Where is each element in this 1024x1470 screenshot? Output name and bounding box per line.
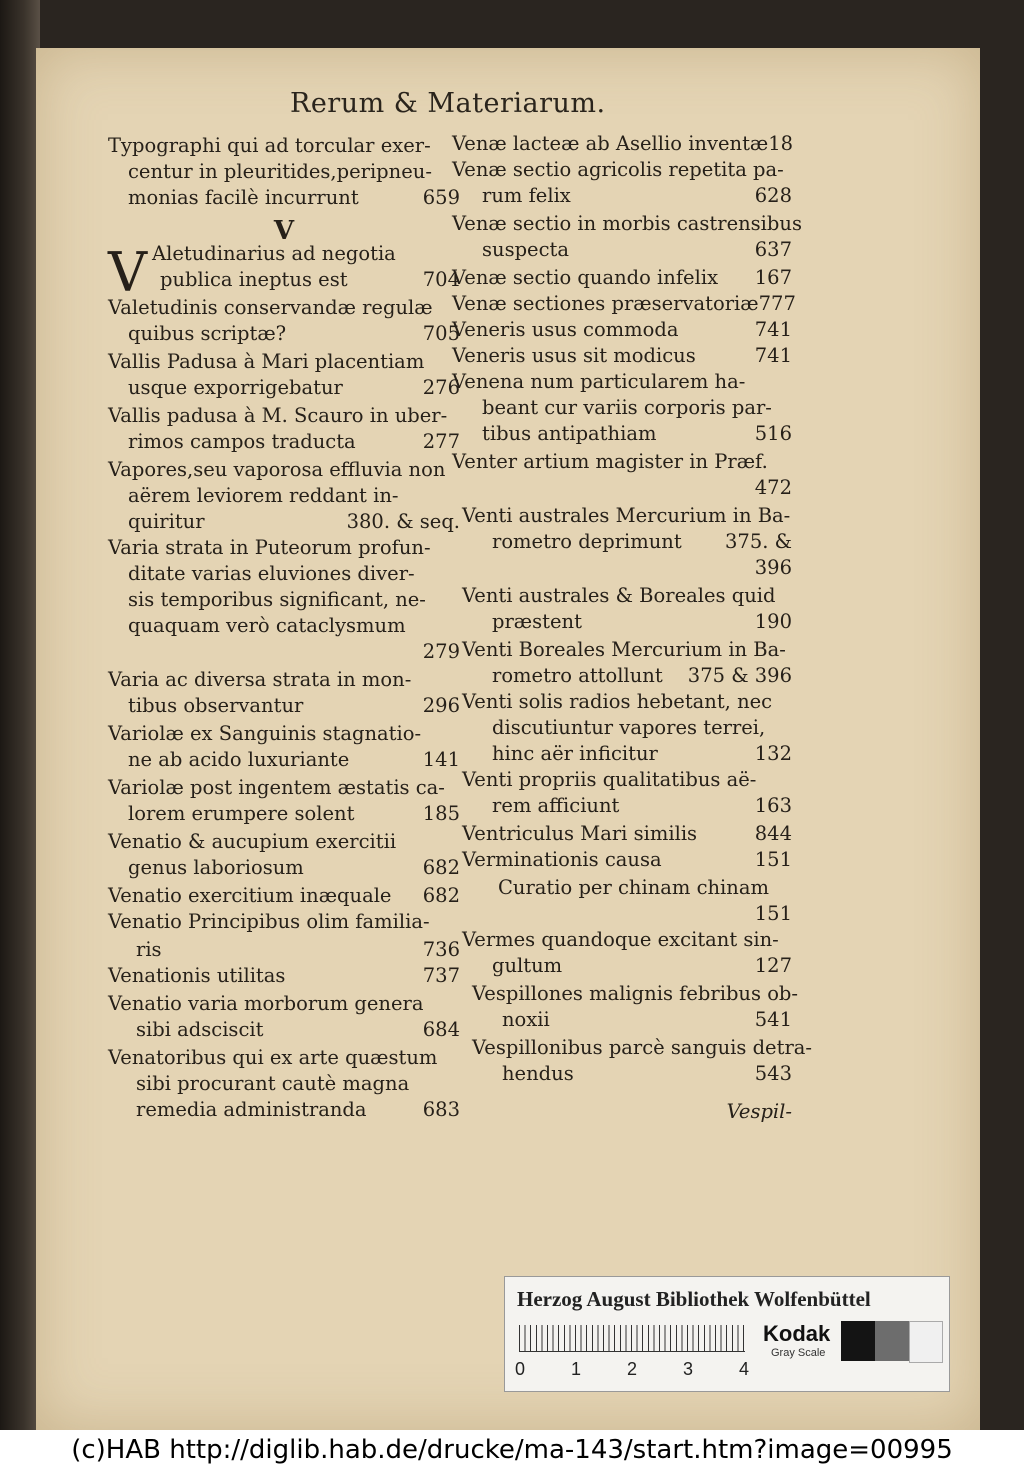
source-url-footer: (c)HAB http://diglib.hab.de/drucke/ma-143/start.htm?image=00995: [0, 1430, 1024, 1470]
index-entry-line: [452, 558, 792, 582]
index-entry-line: [108, 270, 460, 294]
entry-text: Venationis utilitas: [108, 964, 286, 987]
page-number: 375. &: [725, 530, 792, 553]
page-number: 141: [422, 748, 460, 771]
entry-text: hendus: [502, 1062, 574, 1085]
index-entry-line: [108, 432, 460, 456]
kodak-logo: Kodak: [763, 1321, 831, 1346]
entry-text: centur in pleuritides,peripneu-: [128, 160, 432, 183]
index-entry-line: [108, 486, 460, 510]
entry-text: Venatoribus qui ex arte quæstum: [108, 1046, 438, 1069]
index-entry-line: [452, 718, 792, 742]
entry-text: ditate varias eluviones diver-: [128, 562, 415, 585]
index-entry-line: [452, 424, 792, 448]
entry-text: Venti solis radios hebetant, nec: [462, 690, 773, 713]
index-entry-line: [108, 832, 460, 856]
page-number: 163: [754, 794, 792, 817]
index-entry-line: [108, 188, 460, 212]
ruler-number: 0: [515, 1359, 526, 1379]
entry-text: Vapores,seu vaporosa effluvia non: [108, 458, 446, 481]
entry-text: ne ab acido luxuriante: [128, 748, 350, 771]
entry-text: Venatio Principibus olim familia-: [108, 910, 430, 933]
page-number: 777: [758, 292, 796, 315]
index-entry-line: [108, 1100, 460, 1124]
index-entry-line: [452, 346, 792, 370]
library-color-card: [504, 1276, 950, 1392]
page-number: 151: [754, 848, 792, 871]
entry-text: tibus antipathiam: [482, 422, 657, 445]
page-number: 276: [422, 376, 460, 399]
index-entry-line: [452, 134, 792, 158]
index-entry-line: [452, 850, 792, 874]
gray-swatch-mid: [875, 1321, 909, 1361]
page-number: 18: [768, 132, 794, 155]
index-entry-line: [452, 930, 792, 954]
gray-scale-label: Gray Scale: [771, 1347, 826, 1359]
index-entry-line: [108, 136, 460, 160]
index-entry-line: [108, 724, 460, 748]
page-number: 380. & seq.: [346, 510, 460, 533]
page-number: 375 & 396: [687, 664, 792, 687]
index-entry-line: [108, 804, 460, 828]
index-entry-line: [452, 904, 792, 928]
entry-text: suspecta: [482, 238, 569, 261]
entry-text: lorem erumpere solent: [128, 802, 355, 825]
index-entry-line: [452, 1064, 792, 1088]
entry-text: Venæ sectio quando infelix: [452, 266, 719, 289]
index-entry-line: [108, 1048, 460, 1072]
entry-text: publica ineptus est: [160, 268, 348, 291]
index-entry-line: [108, 912, 460, 936]
index-entry-line: [452, 982, 799, 1008]
index-entry-line: [108, 940, 460, 964]
entry-text: Venti australes Mercurium in Ba-: [462, 504, 791, 527]
index-entry-line: [108, 564, 460, 588]
page-number: 741: [754, 318, 792, 341]
index-entry-line: [108, 1020, 460, 1044]
index-entry-line: [452, 612, 792, 636]
index-entry-line: [108, 750, 460, 774]
index-entry-line: [108, 616, 460, 640]
page-number: 741: [754, 344, 792, 367]
index-entry-line: [108, 778, 460, 802]
index-entry-line: [452, 160, 792, 184]
page-number: 185: [422, 802, 460, 825]
entry-text: Venti Boreales Mercurium in Ba-: [462, 638, 786, 661]
page-number: 659: [422, 186, 460, 209]
index-entry-line: [452, 586, 792, 610]
entry-text: Curatio per chinam chinam: [498, 876, 769, 899]
index-entry-line: [452, 478, 792, 502]
index-entry-line: [108, 352, 460, 376]
index-entry-line: [452, 1010, 792, 1034]
entry-text: Venatio varia morborum genera: [108, 992, 424, 1015]
index-entry-line: [452, 506, 792, 530]
measurement-ruler: [519, 1325, 745, 1352]
index-entry-line: [108, 642, 460, 666]
index-entry-line: [108, 696, 460, 720]
entry-text: gultum: [492, 954, 563, 977]
entry-text: noxii: [502, 1008, 550, 1031]
page-number: 277: [422, 430, 460, 453]
index-entry-line: [452, 640, 792, 664]
entry-text: monias facilè incurrunt: [128, 186, 359, 209]
gray-swatch-black: [841, 1321, 875, 1361]
entry-text: Venena num particularem ha-: [452, 370, 746, 393]
ruler-number: 3: [683, 1359, 694, 1379]
gray-swatch-white: [909, 1321, 943, 1363]
page-number: 472: [754, 476, 792, 499]
entry-text: Ventriculus Mari similis: [462, 822, 698, 845]
entry-text: Veneris usus commoda: [452, 318, 679, 341]
index-entry-line: [108, 162, 460, 186]
page-number: 683: [422, 1098, 460, 1121]
page-number: 296: [422, 694, 460, 717]
page-number: 628: [754, 184, 792, 207]
entry-text: aërem leviorem reddant in-: [128, 484, 399, 507]
index-entry-line: [452, 320, 792, 344]
entry-text: ris: [136, 938, 162, 961]
index-entry-line: [452, 532, 792, 556]
index-entry-line: [452, 452, 792, 476]
library-name: Herzog August Bibliothek Wolfenbüttel: [517, 1287, 871, 1311]
entry-text: rem afficiunt: [492, 794, 620, 817]
entry-text: sibi adsciscit: [136, 1018, 264, 1041]
index-entry-line: [108, 538, 460, 562]
entry-text: beant cur variis corporis par-: [482, 396, 772, 419]
index-entry-line: [108, 858, 460, 882]
ruler-number: 2: [627, 1359, 638, 1379]
index-entry-line: [108, 1074, 460, 1098]
page-number: 543: [754, 1062, 792, 1085]
index-entry-line: [108, 378, 460, 402]
index-entry-line: [108, 994, 460, 1018]
entry-text: quiritur: [128, 510, 205, 533]
entry-text: Venatio exercitium inæquale: [108, 884, 392, 907]
index-entry-line: [452, 956, 792, 980]
entry-text: Valetudinis conservandæ regulæ: [108, 296, 433, 319]
entry-text: Vermes quandoque excitant sin-: [462, 928, 779, 951]
page-number: 151: [754, 902, 792, 925]
entry-text: hinc aër inficitur: [492, 742, 658, 765]
page-number: 396: [754, 556, 792, 579]
page-number: 279: [422, 640, 460, 663]
entry-text: Venatio & aucupium exercitii: [108, 830, 397, 853]
index-entry-line: [108, 298, 460, 322]
entry-text: quaquam verò cataclysmum: [128, 614, 406, 637]
entry-text: quibus scriptæ?: [128, 322, 287, 345]
page-number: 190: [754, 610, 792, 633]
index-entry-line: [452, 212, 802, 238]
drop-cap: V: [108, 241, 147, 304]
page-number: 132: [754, 742, 792, 765]
index-entry-line: [452, 824, 792, 848]
index-entry-line: [108, 966, 460, 990]
index-entry-line: [452, 1036, 812, 1062]
index-entry-line: [452, 770, 792, 794]
page-number: 167: [754, 266, 792, 289]
index-entry-line: [108, 512, 460, 536]
entry-text: Aletudinarius ad negotia: [152, 242, 396, 265]
entry-text: Venti propriis qualitatibus aë-: [462, 768, 757, 791]
entry-text: remedia administranda: [136, 1098, 367, 1121]
index-entry-line: [452, 398, 792, 422]
entry-text: Venæ sectio agricolis repetita pa-: [452, 158, 784, 181]
entry-text: sis temporibus significant, ne-: [128, 588, 426, 611]
index-entry-line: [108, 406, 460, 430]
entry-text: rometro attollunt: [492, 664, 663, 687]
index-entry-line: [108, 590, 460, 614]
index-entry-line: [452, 292, 796, 318]
index-entry-line: [108, 324, 460, 348]
ruler-number: 1: [571, 1359, 582, 1379]
index-entry-line: [108, 670, 460, 694]
page-number: 684: [422, 1018, 460, 1041]
entry-text: Venter artium magister in Præf.: [452, 450, 768, 473]
entry-text: Vallis Padusa à Mari placentiam: [108, 350, 425, 373]
entry-text: Venæ lacteæ ab Asellio inventæ: [452, 132, 769, 155]
entry-text: usque exporrigebatur: [128, 376, 343, 399]
page-number: 682: [422, 884, 460, 907]
index-entry-line: [452, 692, 792, 716]
index-entry-line: [452, 186, 792, 210]
entry-text: rum felix: [482, 184, 571, 207]
page-number: 682: [422, 856, 460, 879]
entry-text: Varia strata in Puteorum profun-: [108, 536, 431, 559]
entry-text: Verminationis causa: [462, 848, 662, 871]
entry-text: discutiuntur vapores terrei,: [492, 716, 766, 739]
ruler-number: 4: [739, 1359, 750, 1379]
entry-text: Variolæ post ingentem æstatis ca-: [108, 776, 445, 799]
index-entry-line: [452, 268, 792, 292]
index-entry-line: [452, 744, 792, 768]
entry-text: Vallis padusa à M. Scauro in uber-: [108, 404, 448, 427]
entry-text: Vespillones malignis febribus ob-: [472, 982, 799, 1005]
page-number: 705: [422, 322, 460, 345]
index-entry-line: [452, 240, 792, 264]
page-number: 736: [422, 938, 460, 961]
running-head: Rerum & Materiarum.: [290, 88, 606, 119]
entry-text: Venæ sectiones præservatoriæ: [452, 292, 759, 315]
entry-text: Typographi qui ad torcular exer-: [108, 134, 431, 157]
entry-text: rometro deprimunt: [492, 530, 682, 553]
index-entry-line: [108, 460, 460, 484]
entry-text: Vespillonibus parcè sanguis detra-: [472, 1036, 812, 1059]
page-number: 637: [754, 238, 792, 261]
entry-text: Venæ sectio in morbis castrensibus: [452, 212, 802, 235]
index-entry-line: [452, 666, 792, 690]
entry-text: Veneris usus sit modicus: [452, 344, 696, 367]
scan-edge: [0, 0, 40, 1430]
page-number: 516: [754, 422, 792, 445]
entry-text: Venti australes & Boreales quid: [462, 584, 776, 607]
page-number: 127: [754, 954, 792, 977]
entry-text: rimos campos traducta: [128, 430, 356, 453]
index-entry-line: [108, 886, 460, 910]
page-number: 704: [422, 268, 460, 291]
entry-text: Variolæ ex Sanguinis stagnatio-: [108, 722, 422, 745]
index-entry-line: [452, 372, 792, 396]
catchword: Vespil-: [726, 1100, 792, 1123]
entry-text: sibi procurant cautè magna: [136, 1072, 410, 1095]
index-entry-line: [108, 244, 460, 268]
entry-text: tibus observantur: [128, 694, 304, 717]
entry-text: præstent: [492, 610, 582, 633]
index-entry-line: [452, 878, 792, 902]
entry-text: Varia ac diversa strata in mon-: [108, 668, 412, 691]
page-number: 737: [422, 964, 460, 987]
index-entry-line: [452, 796, 792, 820]
page-number: 541: [754, 1008, 792, 1031]
page-number: 844: [754, 822, 792, 845]
entry-text: genus laboriosum: [128, 856, 304, 879]
section-letter: V: [273, 216, 295, 246]
